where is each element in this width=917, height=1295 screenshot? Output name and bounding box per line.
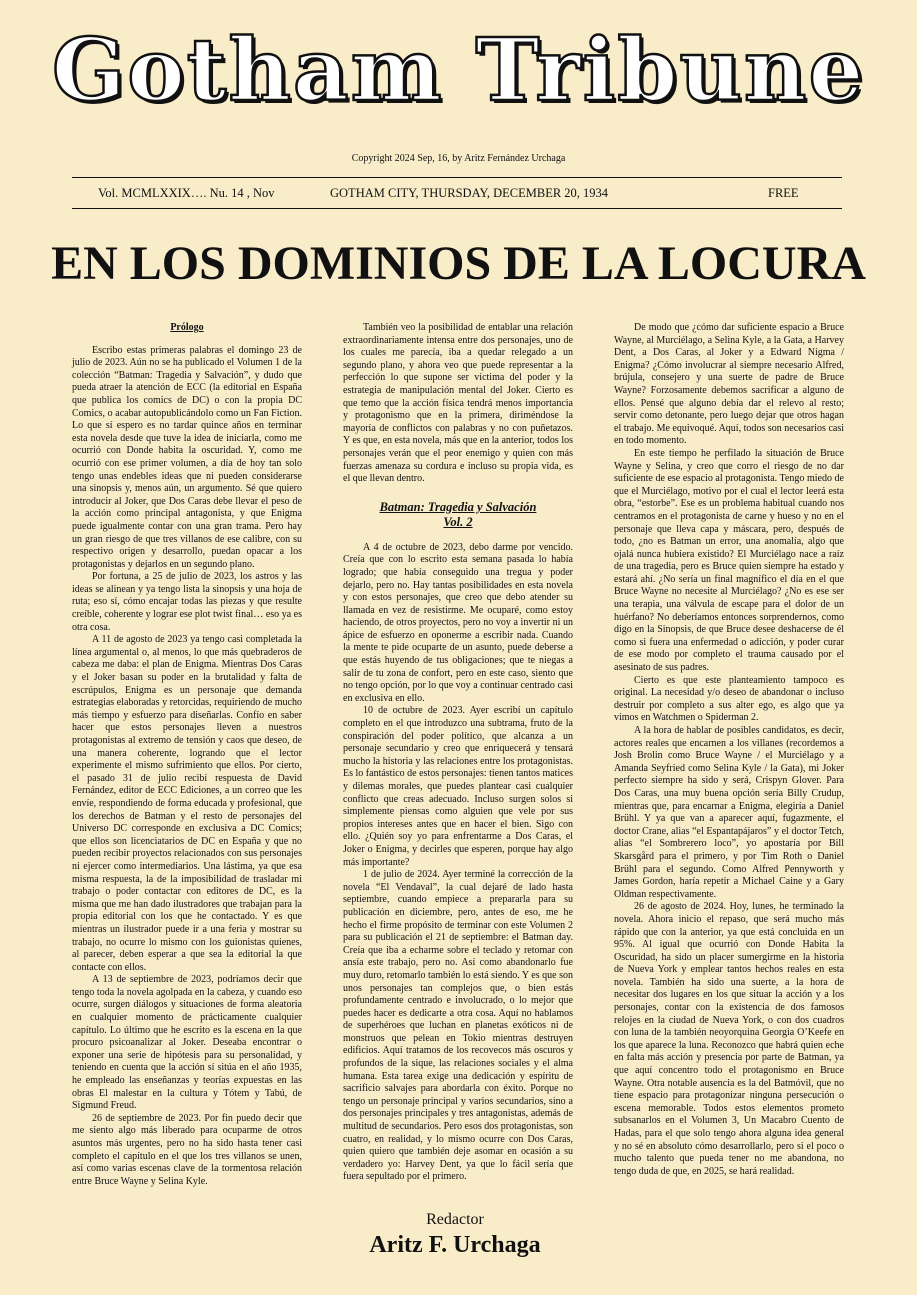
paragraph: Por fortuna, a 25 de julio de 2023, los astros y las ideas se alinean y ya tengo lista la sinopsis y una hoja de ruta; eso sí, cómo encajar todas las piezas y que resulte creíble, coherente y lograr ese plot twist final… eso ya es otra cosa. bbox=[72, 571, 302, 633]
column-3 bbox=[614, 322, 844, 1178]
masthead-title: Gotham Tribune bbox=[51, 20, 866, 121]
paragraph: A 4 de octubre de 2023, debo darme por vencido. Creía que con lo escrito esta semana pasada lo había logrado; que había conseguido una tregua y poder dejarlo, pero no. Hay tantas posibilidades en esta novela y con estos personajes, que creo que debo atender su llamada en vez de resistirme. Me ocuparé, como estoy haciendo, de otros proyectos, pero no voy a invertir ni un ápice de esfuerzo en oponerme a escribir nada. Cuando la mente te pide ocuparte de un asunto, puede deberse a que estás huyendo de tus obligaciones; que te niegas a salir de tu zona de confort, pero en este caso, siento que no tengo opción, por lo que voy a continuar centrado casi en exclusiva en ello. bbox=[343, 541, 573, 704]
paragraph: Cierto es que este planteamiento tampoco es original. La necesidad y/o deseo de abandonar o incluso destruir por completo a sus alter ego, es algo que ya vimos en Watchmen o Spiderman 2. bbox=[614, 674, 844, 724]
paragraph: A 11 de agosto de 2023 ya tengo casi completada la línea argumental o, al menos, lo que más quebraderos de cabeza me daba: el plan de Enigma. Mientras Dos Caras y el Joker basan su poder en la brutalidad y falta de escrúpulos, Enigma es un personaje que demanda estrategias elaboradas y retorcidas, requiriendo de mucho más tiempo y esfuerzo para diseñarlas. Confío en saber hacer que estos personajes lleven a nuestros protagonistas al extremo de tensión y caos que deseo, de una manera coherente, logrando que el lector experimente el mismo sufrimiento que ellos. Por cierto, el pasado 31 de julio recibí respuesta de David Fernández, editor de ECC Ediciones, a un correo que les envíe, respondiendo de forma educada y profesional, que los derechos de Batman y el resto de personajes del Universo DC corresponde en exclusiva a DC Comics; que ellos son licenciatarios de DC en España y que no pueden recibir proyectos relacionados con sus personajes ni ejercer como intermediarios. Una lástima, ya que esa misma respuesta, la de la imposibilidad de trasladar mi trabajo o poder contactar con editores de DC, es la misma que me han dado ilustradores que trabajan para la propia editorial con los que he contactado. Y es que mientras un ilustrador puede ir a una feria y mostrar su trabajo, no ocurre lo mismo con los guionistas quienes, al parecer, deben esperar a que sea la editorial la que contacte con ellos. bbox=[72, 634, 302, 973]
section-heading bbox=[343, 500, 573, 530]
prologue-heading: Prólogo bbox=[170, 322, 204, 333]
bottom-rule bbox=[72, 208, 842, 209]
paragraph: 10 de octubre de 2023. Ayer escribí un capítulo completo en el que introduzco una subtrama, fruto de la conspiración del poder político, que alcanza a un personaje secundario y creo que enriquecerá y tensará mucho la historia y las relaciones entre los protagonistas. Es lo fantástico de estos personajes: tienen tantos matices y dilemas morales, que puedes plantear casi cualquier conflicto que creas adecuado. Incluso surgen solos si simplemente piensas como alguien que vele por sus propios intereses antes que en hacer el bien. Sigo con ello. ¿Quién soy yo para enfrentarme a Dos Caras, el Joker o Enigma, y decirles que esperen, porque hay algo más importante? bbox=[343, 705, 573, 868]
paragraph: 1 de julio de 2024. Ayer terminé la corrección de la novela “El Vendaval”, la cual dejaré de lado hasta septiembre, cuando empiece a prepararla para su publicación en diciembre, pero, antes de eso, me he hecho el firme propósito de terminar con este Volumen 2 para su publicación el 21 de septiembre: el Batman day. Creía que iba a echarme sobre el teclado y retomar con ansía este trabajo, pero no. Así como abandonarlo fue muy duro, retomarlo también lo está siendo. Y es que son unos personajes tan complejos que, o bien estás profundamente centrado e involucrado, o lo mejor que puedes hacer es dedicarte a otra cosa. Aquí no hablamos de superhéroes que luchan en planetas exóticos ni de monstruos que pelean en Tokio mientras destruyen edificios. Aquí tratamos de los recovecos más oscuros y profundos de la sique, las relaciones sociales y el alma humana. Esta tarea exige una dedicación y espíritu de sacrificio salvajes para abordarla con éxito. Porque no tengo un personaje principal y varios secundarios, sino a dos personajes principales y tres antagonistas, además de multitud de secundarios. Pero esos dos protagonistas, son cuatro, en realidad, y lo mismo ocurre con Dos Caras, quien quiero que también deje asomar en ocasión a su verdadero yo: Harvey Dent, ya que lo fácil sería que fuera sepultado por el primero. bbox=[343, 869, 573, 1183]
editor-label: Redactor bbox=[426, 1211, 484, 1228]
copyright-line: Copyright 2024 Sep, 16, by Aritz Fernández Urchaga bbox=[351, 153, 566, 164]
paragraph: 26 de agosto de 2024. Hoy, lunes, he terminado la novela. Ahora inicio el repaso, que será mucho más rápido que con la anterior, ya que está concluida en un 95%. Al igual que ocurrió con Donde Habita la Oscuridad, ha sido un placer sumergirme en la historia de Nueva York y emplear tantos hechos reales en esta novela. También ha sido una suerte, a la hora de necesitar dos lugares en los que situar la acción y a los personajes, contar con la existencia de dos famosos relojes en la ciudad de Nueva York, o con dos cuadros con luna de la también neoyorquina Georgia O’Keefe en los que aparece la luna. Reconozco que habrá quien eche en falta más acción y presencia por parte de Batman, ya que aquí concentro todo el protagonismo en Bruce Wayne. Otra notable ausencia es la del Batmóvil, que no tiene espacio para protagonizar ninguna persecución o escena memorable. Todos estos elementos prometo subsanarlos en el Volumen 3, Un Macabro Cuento de Hadas, para el que solo tengo ahora alguna idea general y no sé en absoluto cómo desarrollarlo, pero si el poco o mucho talento que pueda tener no me abandona, no tengo duda de que, en 2025, se hará realidad. bbox=[614, 901, 844, 1177]
paragraph: Escribo estas primeras palabras el domingo 23 de julio de 2023. Aún no se ha publicado el Volumen 1 de la colección “Batman: Tragedia y Salvación”, y dudo que pueda atraer la atención de ECC (la editorial en España que publica los comics de DC) o con la propia DC Comics, o acabar autopublicándolo como un Fan Fiction. Lo que sí espero es no tardar quince años en terminar esta novela desde que tuve la idea de iniciarla, como me ocurrió con Donde habita la oscuridad. Y, como me ocurrió con ese primer volumen, a día de hoy tan solo tengo unas endebles ideas que ni pueden considerarse una sinopsis y, menos aún, un argumento. Sé que quiero introducir al Joker, que Dos Caras debe llevar el peso de la acción como principal antagonista, y que Enigma puede igualmente contar con una gran trama. Pero hay un gran riesgo de que tres villanos de ese calibre, con su respectivo origen y desarrollo, puedan opacar a los protagonistas y dejarlos en un segundo plano. bbox=[72, 344, 302, 570]
price: FREE bbox=[768, 186, 799, 200]
paragraph: A la hora de hablar de posibles candidatos, es decir, actores reales que encarnen a los villanes (recordemos a Josh Brolin como Bruce Wayne / el Murciélago y a Amanda Seyfried como Selina Kyle / la Gata), mi Joker perfecto siempre ha sido y será, Crispyn Glover. Para Dos Caras, una muy buena opción sería Billy Crudup, mientras que, para encarnar a Enigma, elegiría a Daniel Brühl. Y ya que van a aparecer aquí, fugazmente, el doctor Crane, alias “el Espantapájaros” y el doctor Tetch, alias “el Sombrerero loco”, yo apostaría por Bill Skarsgård para el primero, y por Tim Roth o Daniel Brühl para el segundo. Como Alfred Pennyworth y James Gordon, haría repetir a Michael Caine y a Gary Oldman respectivamente. bbox=[614, 725, 844, 900]
section-subtitle: Vol. 2 bbox=[443, 514, 473, 529]
headline: EN LOS DOMINIOS DE LA LOCURA bbox=[51, 237, 866, 290]
top-rule bbox=[72, 177, 842, 178]
info-bar bbox=[98, 186, 799, 202]
dateline: GOTHAM CITY, THURSDAY, DECEMBER 20, 1934 bbox=[330, 186, 609, 200]
paragraph: De modo que ¿cómo dar suficiente espacio a Bruce Wayne, al Murciélago, a Selina Kyle, a la Gata, a Harvey Dent, a Dos Caras, al Joker y a Edward Nigma / Enigma? ¿Cómo involucrar al siempre necesario Alfred, brújula, consejero y una suerte de padre de Bruce Wayne? Forzosamente debemos sacrificar a alguno de ellos. Pensé que alguno debía dar el relevo al resto; servir como detonante, pero luego dejar que otros hagan el trabajo. Me equivoqué. Aquí, todos son necesarios casi en todo momento. bbox=[614, 322, 844, 447]
column-1 bbox=[72, 322, 302, 1188]
editor-name: Aritz F. Urchaga bbox=[369, 1232, 541, 1258]
section-title: Batman: Tragedia y Salvación bbox=[379, 499, 537, 514]
column-2 bbox=[343, 322, 573, 1184]
paragraph: 26 de septiembre de 2023. Por fin puedo decir que me siento algo más liberado para ocuparme de otros asuntos más urgentes, pero no ha sido hasta tener casi completo el capítulo en el que los tres villanos se unen, así como varias escenas clave de la tormentosa relación entre Bruce Wayne y Selina Kyle. bbox=[72, 1112, 302, 1187]
paragraph: En este tiempo he perfilado la situación de Bruce Wayne y Selina, y creo que corro el riesgo de no dar suficiente de ese espacio al protagonista. Tengo miedo de que el Murciélago, motivo por el cual el lector leerá esta obra, “estorbe”. Ese es un problema habitual cuando nos centramos en el protagonista de carne y hueso y no en el personaje que lleva capa y máscara, pero, después de todo, ¿no es Batman un error, una anomalía, algo que ojalá nunca hubiera existido? El Murciélago nace a raíz de una tragedia, pero es Bruce quien siempre ha estado y estará ahí. ¿No sería un final magnífico el día en el que Bruce Wayne no necesite al Murciélago? ¿No es ese ser una terapia, una válvula de escape para el dolor de un huérfano? No deberíamos entonces sorprendernos, como digo en la Sinopsis, de que Bruce desee deshacerse de él como si fuera una enfermedad o adicción, y poder curar de ese modo por completo el trauma causado por el asesinato de sus padres. bbox=[614, 447, 844, 674]
paragraph: A 13 de septiembre de 2023, podríamos decir que tengo toda la novela agolpada en la cabeza, y cuando eso ocurre, surgen diálogos y situaciones de forma aleatoria en cualquier momento de prácticamente cualquier capítulo. Lo último que he escrito es la escena en la que procuro psicoanalizar al Joker. Deseaba encontrar o exponer una serie de hipótesis para su personalidad, y teniendo en cuenta que la acción sí sitúa en el año 1935, he empleado las enseñanzas y teorías expuestas en las obras El malestar en la cultura y Tótem y Tabú, de Sigmund Freud. bbox=[72, 974, 302, 1112]
volume-number: Vol. MCMLXXIX…. Nu. 14 , Nov bbox=[98, 186, 275, 200]
paragraph: También veo la posibilidad de entablar una relación extraordinariamente intensa entre dos personajes, uno de los cuales me parecía, iba a quedar relegado a un segundo plano, y ahora veo que puede representar a la perfección lo que supone ser víctima del poder y la estrategia de manipulación mental del Joker. Cierto es que temo que la acción física tendrá menos importancia y protagonismo que en la primera, diriméndose la mayoría de conflictos con palabras y no con puñetazos. Y es que, en esta novela, más que en la anterior, todos los personajes verán que el peor enemigo y quien con más fuerzas amenaza su cordura e incluso su propia vida, es el que llevan dentro. bbox=[343, 322, 573, 485]
